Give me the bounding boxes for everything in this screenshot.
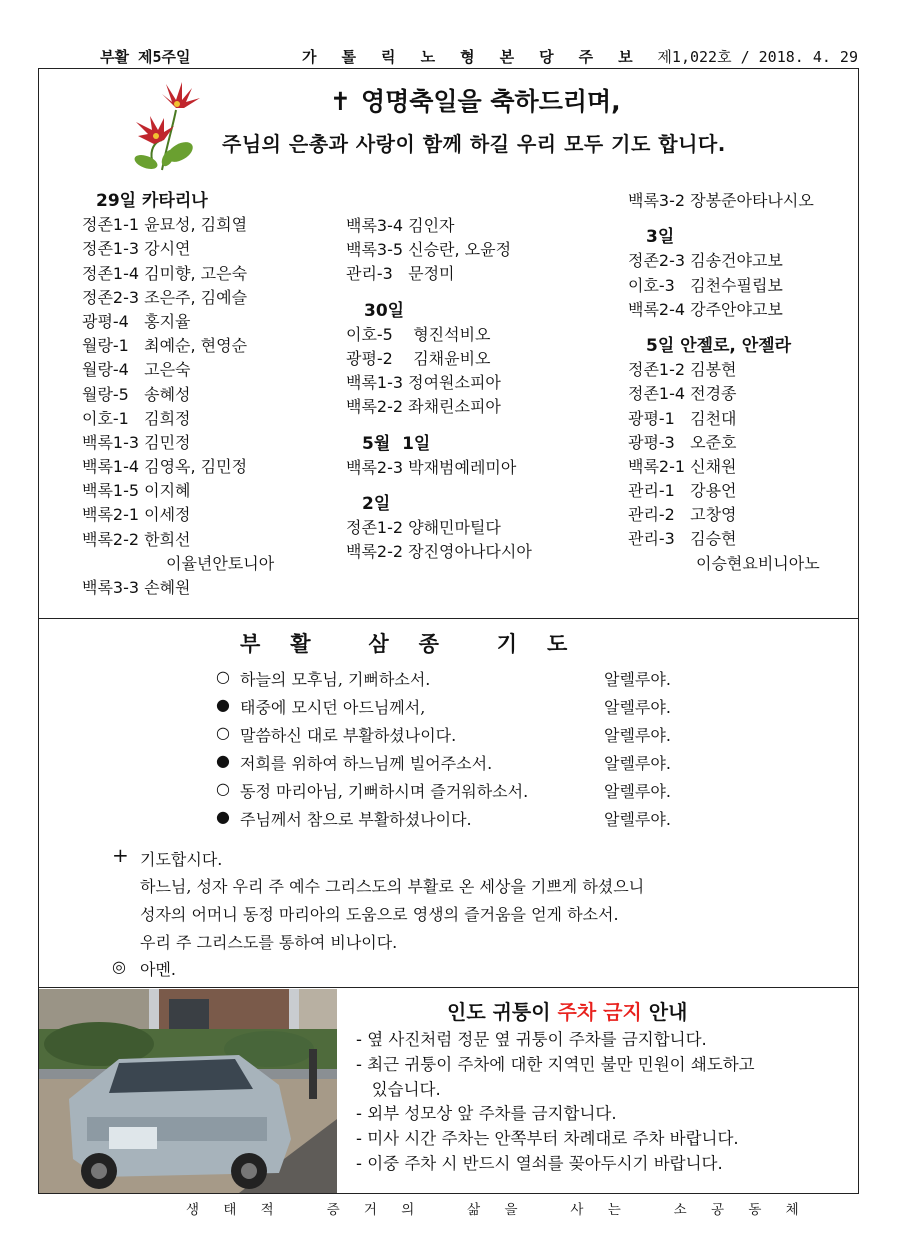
list-item: 정존1-4 김미향, 고은숙: [82, 263, 248, 283]
list-item: 정존2-3 김송건야고보: [628, 251, 783, 271]
bulletin-title: 가 톨 릭 노 형 본 당 주 보: [302, 48, 641, 66]
notice-list: [356, 1028, 846, 1177]
filled-bullet-icon: ●: [216, 751, 230, 770]
prayer-verse: 하늘의 모후님, 기뻐하소서.: [240, 670, 431, 689]
day-header: 5일 안젤로, 안젤라: [646, 335, 792, 356]
parked-car-photo: [39, 989, 337, 1193]
filled-bullet-icon: ●: [216, 695, 230, 714]
divider-prayer-notice: [38, 987, 859, 988]
double-circle-icon: ◎: [112, 957, 126, 976]
list-item: 광평-4 홍지율: [82, 311, 191, 331]
day-header: 5월 1일: [362, 433, 431, 454]
amen: 아멘.: [140, 960, 176, 979]
prayer-line: [214, 807, 714, 831]
list-item: 이호-1 김희정: [82, 408, 191, 428]
list-item: 있습니다.: [356, 1079, 441, 1099]
prayer-verse: 말씀하신 대로 부활하셨나이다.: [240, 726, 457, 745]
list-item: 이율년안토니아: [166, 553, 275, 573]
list-item: 이호-5 형진석비오: [346, 324, 491, 344]
notice-title-highlight: 주차 금지: [557, 1000, 642, 1024]
issue-number-date: 제1,022호 / 2018. 4. 29: [657, 48, 858, 66]
list-item: 관리-3 문정미: [346, 264, 455, 284]
list-item: 광평-1 김천대: [628, 408, 737, 428]
list-item: 백록3-3 손혜원: [82, 578, 191, 597]
flower-illustration: [132, 80, 202, 176]
list-item: 정존1-4 전경종: [628, 384, 737, 404]
list-item: - 외부 성모상 앞 주차를 금지합니다.: [356, 1104, 617, 1124]
day-header: 3일: [646, 227, 675, 248]
list-item: 관리-3 김승현: [628, 529, 737, 549]
list-item: 백록2-3 박재범예레미아: [346, 457, 517, 477]
feast-subheading: 주님의 은총과 사랑이 함께 하길 우리 모두 기도 합니다.: [222, 132, 726, 156]
list-item: 백록3-2 장봉준아타나시오: [628, 191, 814, 210]
list-item: 백록1-3 김민정: [82, 432, 191, 452]
collect-line: 우리 주 그리스도를 통하여 비나이다.: [140, 933, 398, 952]
list-item: 백록1-5 이지혜: [82, 481, 191, 501]
list-item: 백록2-2 장진영아나다시아: [346, 542, 532, 562]
prayer-line: [214, 695, 714, 719]
prayer-response: 알렐루야.: [604, 726, 671, 745]
nameday-column-3: [628, 189, 820, 576]
list-item: 백록1-3 정여원소피아: [346, 373, 501, 393]
list-item: 정존1-2 김봉현: [628, 360, 737, 380]
list-item: 광평-2 김채윤비오: [346, 348, 491, 368]
prayer-verse: 동정 마리아님, 기뻐하시며 즐거워하소서.: [240, 782, 529, 801]
footer-motto: 생 태 적 증 거 의 삶 을 사 는 소 공 동 체: [186, 1202, 809, 1218]
nameday-column-1: [82, 189, 274, 600]
prayer-verse: 태중에 모시던 아드님께서,: [240, 698, 426, 717]
prayer-title: 부 활 삼 종 기 도: [240, 632, 570, 656]
prayer-response: 알렐루야.: [604, 698, 671, 717]
list-item: - 이중 주차 시 반드시 열쇠를 꽂아두시기 바랍니다.: [356, 1153, 723, 1173]
filled-bullet-icon: ●: [216, 807, 230, 826]
prayer-response: 알렐루야.: [604, 670, 671, 689]
list-item: 백록1-4 김영옥, 김민정: [82, 457, 248, 477]
circle-bullet-icon: ○: [216, 723, 230, 742]
prayer-verse: 주님께서 참으로 부활하셨나이다.: [240, 810, 472, 829]
list-item: 월랑-1 최예순, 현영순: [82, 336, 248, 356]
list-item: 백록2-1 이세정: [82, 505, 191, 525]
prayer-line: [214, 779, 714, 803]
list-item: - 최근 귀퉁이 주차에 대한 지역민 불만 민원이 쇄도하고: [356, 1054, 755, 1074]
list-item: 정존1-2 양해민마틸다: [346, 518, 501, 538]
cross-icon: ✝: [330, 87, 351, 116]
prayer-verse: 저희를 위하여 하느님께 빌어주소서.: [240, 754, 493, 773]
list-item: 백록2-1 신채원: [628, 456, 737, 476]
list-item: 이호-3 김천수필립보: [628, 275, 783, 295]
liturgical-week: 부활 제5주일: [100, 48, 191, 66]
collect-line: 성자의 어머니 동정 마리아의 도움으로 영생의 즐거움을 얻게 하소서.: [140, 905, 619, 924]
prayer-line: [214, 667, 714, 691]
cross-icon: +: [112, 843, 129, 867]
circle-bullet-icon: ○: [216, 667, 230, 686]
day-header: 30일: [364, 300, 405, 321]
notice-title: 인도 귀퉁이 주차 금지 안내: [447, 1000, 688, 1024]
bulletin-header: [40, 44, 860, 68]
prayer-response: 알렐루야.: [604, 754, 671, 773]
prayer-response: 알렐루야.: [604, 810, 671, 829]
list-item: 월랑-4 고은숙: [82, 360, 191, 380]
collect-line: 하느님, 성자 우리 주 예수 그리스도의 부활로 온 세상을 기쁘게 하셨으니: [140, 877, 645, 896]
list-item: 관리-1 강용언: [628, 481, 737, 501]
prayer-response: 알렐루야.: [604, 782, 671, 801]
list-item: 월랑-5 송혜성: [82, 384, 191, 404]
list-item: 정존1-3 강시연: [82, 239, 191, 259]
day-header: 29일 카타리나: [96, 191, 208, 211]
prayer-line: [214, 723, 714, 747]
list-item: 백록3-4 김인자: [346, 216, 455, 235]
list-item: 정존2-3 조은주, 김예슬: [82, 287, 248, 307]
circle-bullet-icon: ○: [216, 779, 230, 798]
day-header: 2일: [362, 493, 391, 514]
prayer-line: [214, 751, 714, 775]
list-item: 정존1-1 윤묘성, 김희열: [82, 215, 248, 235]
list-item: - 미사 시간 주차는 안쪽부터 차례대로 주차 바랍니다.: [356, 1129, 739, 1149]
list-item: 백록2-2 좌채린소피아: [346, 397, 501, 417]
list-item: 관리-2 고창영: [628, 505, 737, 525]
pray-label: 기도합시다.: [140, 850, 223, 869]
list-item: 백록2-2 한희선: [82, 529, 191, 549]
list-item: 백록2-4 강주안야고보: [628, 299, 783, 319]
list-item: - 옆 사진처럼 정문 옆 귀퉁이 주차를 금지합니다.: [356, 1030, 707, 1049]
list-item: 광평-3 오준호: [628, 432, 737, 452]
divider-feast-prayer: [38, 618, 859, 619]
nameday-column-2: [346, 214, 532, 564]
feast-heading-text: 영명축일을 축하드리며,: [360, 87, 621, 116]
list-item: 백록3-5 신승란, 오윤정: [346, 240, 512, 260]
feast-heading: [330, 82, 621, 118]
list-item: 이승현요비니아노: [696, 553, 820, 573]
